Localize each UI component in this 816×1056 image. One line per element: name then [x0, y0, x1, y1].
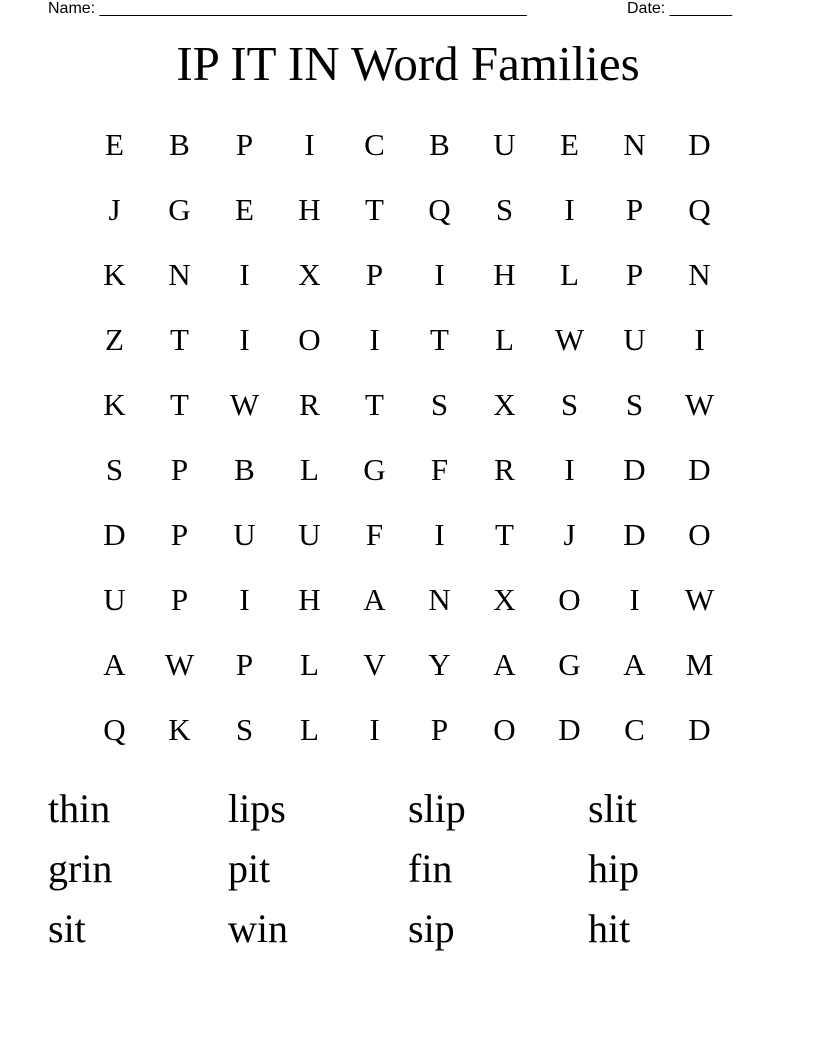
grid-letter: A — [493, 646, 516, 682]
grid-letter: V — [363, 646, 386, 682]
grid-letter: E — [235, 191, 254, 227]
grid-letter: I — [239, 581, 250, 617]
grid-letter: N — [168, 256, 191, 292]
grid-letter: I — [434, 516, 445, 552]
grid-letter: S — [625, 386, 644, 422]
grid-letter: U — [233, 516, 256, 552]
grid-letter: I — [434, 256, 445, 292]
worksheet-header — [0, 0, 816, 20]
grid-letter: H — [298, 581, 321, 617]
grid-letter: S — [235, 711, 254, 747]
grid-letter: C — [624, 711, 645, 747]
grid-letter: B — [429, 126, 450, 162]
grid-letter: N — [688, 256, 711, 292]
grid-letter: I — [304, 126, 315, 162]
grid-letter: A — [363, 581, 386, 617]
grid-letter: X — [493, 386, 516, 422]
grid-letter: X — [298, 256, 321, 292]
grid-letter: A — [623, 646, 646, 682]
word-bank-item: hit — [588, 906, 631, 951]
word-bank-item: win — [228, 906, 288, 951]
word-bank — [48, 781, 768, 961]
grid-letter: I — [369, 321, 380, 357]
grid-letter: P — [625, 191, 644, 227]
grid-letter: D — [623, 451, 646, 487]
grid-letter: N — [428, 581, 451, 617]
grid-letter: W — [164, 646, 195, 682]
grid-letter: D — [558, 711, 581, 747]
grid-letter: D — [688, 451, 711, 487]
grid-letter: C — [364, 126, 385, 162]
grid-letter: W — [684, 386, 715, 422]
grid-letter: L — [300, 451, 319, 487]
grid-letter: L — [300, 711, 319, 747]
grid-letter: D — [688, 711, 711, 747]
grid-letter: L — [495, 321, 514, 357]
grid-letter: I — [629, 581, 640, 617]
grid-letter: T — [170, 321, 189, 357]
grid-letter: D — [623, 516, 646, 552]
grid-letter: I — [239, 256, 250, 292]
grid-letter: P — [625, 256, 644, 292]
grid-letter: D — [688, 126, 711, 162]
grid-letter: K — [103, 386, 126, 422]
grid-letter: L — [300, 646, 319, 682]
grid-letter: K — [168, 711, 191, 747]
grid-letter: I — [564, 451, 575, 487]
word-bank-item: thin — [48, 786, 111, 831]
grid-letter: S — [105, 451, 124, 487]
grid-letter: W — [554, 321, 585, 357]
grid-letter: P — [170, 581, 189, 617]
grid-letter: F — [365, 516, 384, 552]
grid-letter: O — [298, 321, 321, 357]
grid-letter: S — [560, 386, 579, 422]
word-bank-item: pit — [228, 846, 271, 891]
grid-letter: P — [430, 711, 449, 747]
word-bank-item: slip — [408, 786, 466, 831]
grid-letter: E — [105, 126, 124, 162]
grid-letter: H — [298, 191, 321, 227]
grid-letter: A — [103, 646, 126, 682]
grid-letter: J — [108, 191, 121, 227]
grid-letter: K — [103, 256, 126, 292]
grid-letter: G — [168, 191, 191, 227]
word-bank-item: lips — [228, 786, 286, 831]
grid-letter: J — [563, 516, 576, 552]
grid-letter: B — [169, 126, 190, 162]
grid-letter: O — [493, 711, 516, 747]
word-search-grid — [82, 112, 732, 762]
grid-letter: W — [684, 581, 715, 617]
grid-letter: P — [235, 126, 254, 162]
grid-letter: Y — [428, 646, 451, 682]
grid-letter: P — [170, 451, 189, 487]
grid-letter: D — [103, 516, 126, 552]
grid-letter: I — [369, 711, 380, 747]
grid-letter: Z — [105, 321, 124, 357]
word-bank-item: sit — [48, 906, 86, 951]
grid-letter: G — [558, 646, 581, 682]
grid-letter: Q — [428, 191, 451, 227]
grid-letter: S — [495, 191, 514, 227]
grid-letter: U — [298, 516, 321, 552]
word-bank-item: hip — [588, 846, 640, 891]
grid-letter: T — [430, 321, 449, 357]
grid-letter: H — [493, 256, 516, 292]
grid-letter: Q — [103, 711, 126, 747]
word-bank-item: slit — [588, 786, 637, 831]
grid-letter: T — [170, 386, 189, 422]
grid-letter: F — [430, 451, 449, 487]
grid-letter: I — [694, 321, 705, 357]
name-field-label: Name: ________________________________________________ — [48, 0, 527, 17]
grid-letter: Q — [688, 191, 711, 227]
grid-letter: E — [560, 126, 579, 162]
grid-letter: N — [623, 126, 646, 162]
grid-letter: T — [495, 516, 514, 552]
grid-letter: P — [365, 256, 384, 292]
grid-letter: I — [239, 321, 250, 357]
grid-letter: R — [494, 451, 515, 487]
grid-letter: M — [685, 646, 714, 682]
worksheet-title: IP IT IN Word Families — [176, 36, 640, 91]
date-field-label: Date: _______ — [627, 0, 732, 17]
word-bank-item: fin — [408, 846, 453, 891]
grid-letter: L — [560, 256, 579, 292]
grid-letter: P — [170, 516, 189, 552]
grid-letter: I — [564, 191, 575, 227]
grid-letter: T — [365, 191, 384, 227]
grid-letter: U — [103, 581, 126, 617]
grid-letter: U — [623, 321, 646, 357]
grid-letter: X — [493, 581, 516, 617]
grid-letter: R — [299, 386, 320, 422]
word-bank-item: grin — [48, 846, 113, 891]
grid-letter: P — [235, 646, 254, 682]
grid-letter: B — [234, 451, 255, 487]
grid-letter: T — [365, 386, 384, 422]
grid-letter: S — [430, 386, 449, 422]
grid-letter: O — [558, 581, 581, 617]
grid-letter: U — [493, 126, 516, 162]
word-bank-item: sip — [408, 906, 455, 951]
grid-letter: W — [229, 386, 260, 422]
grid-letter: O — [688, 516, 711, 552]
grid-letter: G — [363, 451, 386, 487]
